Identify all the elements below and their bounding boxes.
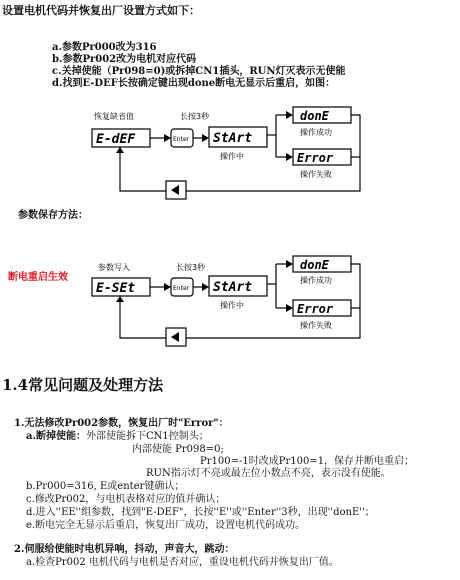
issue1-a-label: a.断掉使能： — [26, 431, 86, 442]
error-display-text: Error — [297, 151, 334, 165]
issue1-a-line4: RUN指示灯不亮或最左位小数点不亮，表示没有使能。 — [146, 468, 391, 479]
restore-defaults-diagram — [80, 105, 370, 203]
step-c: c.关掉使能（Pr098=0)或拆掉CN1插头，RUN灯灭表示无使能 — [52, 66, 346, 77]
done-display-text-2: donE — [300, 258, 329, 272]
start-display-text: StArt — [213, 131, 253, 146]
long-press-label-2: 长按3秒 — [176, 263, 206, 272]
in-progress-label: 操作中 — [220, 152, 244, 161]
issue1-d: d.进入''EE''组参数，找到"E-DEF"，长按''E''或''Enter''3秒，出现''donE''； — [26, 507, 375, 518]
success-label: 操作成功 — [300, 128, 332, 137]
issue1-b: b.Pr000=316, E或enter键确认； — [26, 481, 185, 492]
issue2-title: 2.伺服给使能时电机异响，抖动，声音大，跳动： — [14, 544, 235, 555]
e-def-display-text: E-dEF — [96, 132, 136, 147]
step-b: b.参数Pr002改为电机对应代码 — [52, 54, 197, 65]
step-d: d.找到E-DEF长按确定键出现done断电无显示后重启，如图： — [52, 78, 336, 89]
issue1-a — [26, 431, 209, 443]
step-a: a.参数Pr000改为316 — [52, 42, 157, 53]
param-save-title: 参数保存方法： — [18, 210, 88, 221]
power-restart-note: 断电重启生效 — [8, 272, 68, 283]
fail-label-2: 操作失败 — [300, 321, 332, 330]
long-press-label: 长按3秒 — [180, 112, 210, 121]
issue2-a: a.检查Pr002 电机代码与电机是否对应，重设电机代码并恢复出厂值。 — [26, 557, 339, 568]
enter-key-label-2: Enter — [173, 285, 190, 292]
param-write-label: 参数写入 — [98, 263, 130, 272]
restore-default-label: 恢复缺省值 — [94, 112, 134, 121]
issue1-title: 1.无法修改Pr002参数，恢复出厂时"Error"： — [14, 418, 229, 429]
fail-label: 操作失败 — [300, 170, 332, 179]
issue1-a-text: 外部使能拆下CN1控制头； — [85, 431, 209, 442]
e-set-display-text: E-SEt — [96, 281, 136, 296]
enter-key-label: Enter — [173, 136, 190, 143]
done-display-text: donE — [300, 109, 329, 123]
issue1-a-line2: 内部使能 Pr098=0; — [132, 444, 224, 455]
setup-title: 设置电机代码并恢复出厂设置方式如下： — [2, 4, 200, 17]
in-progress-label-2: 操作中 — [220, 301, 244, 310]
issue1-c: c.修改Pr002，与电机表格对应的值并确认； — [26, 494, 226, 505]
issue1-a-line3: Pr100=-1时改成Pr100=1，保存并断电重启； — [200, 456, 415, 467]
issue1-e: e.断电完全无显示后重启，恢复出厂成功，设置电机代码成功。 — [26, 520, 306, 531]
error-display-text-2: Error — [297, 302, 334, 316]
success-label-2: 操作成功 — [300, 276, 332, 285]
start-display-text-2: StArt — [213, 280, 253, 295]
param-save-diagram — [80, 250, 370, 348]
section-heading: 1.4常见问题及处理方法 — [2, 376, 164, 394]
